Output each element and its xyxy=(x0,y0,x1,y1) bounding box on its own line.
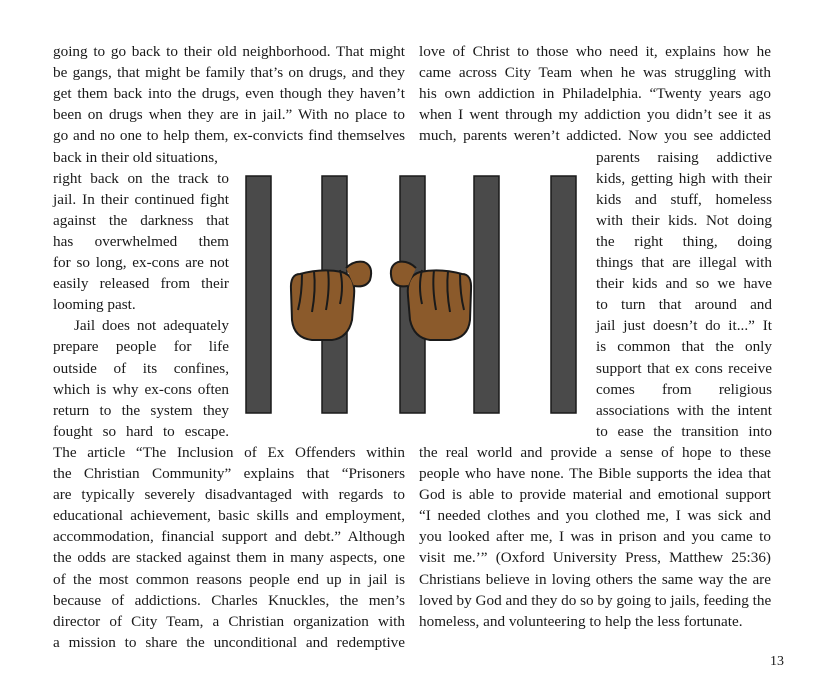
left-column-line: outside of its confines, xyxy=(53,359,229,377)
left-column-line: because of addictions. Charles Knuckles, the men’s xyxy=(53,591,405,609)
left-column-line: right back on the track to xyxy=(53,169,229,187)
left-column-line: fought so hard to escape. xyxy=(53,422,229,440)
left-column-line: the Christian Community” explains that “Prisoners xyxy=(53,465,405,482)
left-column-line: The article “The Inclusion of Ex Offenders within xyxy=(53,443,405,461)
left-column-line: a mission to share the unconditional and redemptive xyxy=(53,633,405,651)
right-column-line: you looked after me, I was in prison and you came to xyxy=(419,528,771,546)
jail-bar xyxy=(551,176,576,413)
left-column-line: easily released from their xyxy=(53,275,229,293)
right-column-line: love of Christ to those who need it, explains how he xyxy=(419,43,771,60)
right-column-line: things that are illegal with xyxy=(596,254,772,271)
left-column-line: jail. In their continued fight xyxy=(53,190,229,208)
right-column-line: kids, getting high with their xyxy=(596,169,772,187)
left-column-line: accommodation, financial support and debt.” Although xyxy=(53,528,405,546)
left-column-line: been on drugs when they are in jail.” With no place to xyxy=(53,106,405,124)
left-column-line: go and no one to help them, ex-convicts find themselves xyxy=(53,127,405,145)
left-column-line: educational achievement, basic skills and employment, xyxy=(53,507,405,525)
left-column-line: the odds are stacked against them in many aspects, one xyxy=(53,549,405,567)
left-column-line: Jail does not adequately xyxy=(74,317,229,335)
right-column-line: their kids and so we have xyxy=(596,275,772,293)
jail-bar xyxy=(246,176,271,413)
right-column-line: associations with the intent xyxy=(596,401,772,419)
right-column-line: kids and stuff, homeless xyxy=(596,190,772,208)
left-column-line: director of City Team, a Christian organization with xyxy=(53,612,405,630)
left-column-line: which is why ex-cons often xyxy=(53,380,229,398)
right-column-line: to ease the transition into xyxy=(596,422,772,440)
right-column-line: to turn that around and xyxy=(596,296,772,314)
right-column-line: the real world and provide a sense of hope to these xyxy=(419,443,771,461)
left-column-line: be gangs, that might be family that’s on drugs, and they xyxy=(53,64,405,82)
left-column-line: for so long, ex-cons are not xyxy=(53,254,229,271)
left-column-line: are typically severely disadvantaged with regards to xyxy=(53,486,405,504)
left-column-line: get them back into the drugs, even though they haven’t xyxy=(53,85,405,103)
jail-bars-illustration xyxy=(240,170,590,416)
left-column-line: going to go back to their old neighborhood. That might xyxy=(53,43,405,60)
right-column-line: people who have none. The Bible supports the idea that xyxy=(419,465,771,482)
right-column-line: loved by God and they do so by going to jails, feeding the xyxy=(419,591,772,609)
right-column-line: came across City Team when he was struggling with xyxy=(419,64,771,82)
right-column-line: the right thing, doing xyxy=(596,232,772,250)
jail-bar xyxy=(474,176,499,413)
right-column-line: parents raising addictive xyxy=(596,148,772,166)
right-column-line: comes from religious xyxy=(596,380,772,398)
left-column-line: prepare people for life xyxy=(53,338,229,356)
right-column-line: “I needed clothes and you clothed me, I was sick and xyxy=(419,507,771,525)
right-column-line: his own addiction in Philadelphia. “Twenty years ago xyxy=(419,85,771,103)
left-column-line: back in their old situations, xyxy=(53,148,218,166)
right-column-line: with their kids. Not doing xyxy=(596,211,772,229)
right-column-line: homeless, and volunteering to help the less fortunate. xyxy=(419,612,743,630)
left-fist-icon xyxy=(291,262,371,340)
left-column-line: looming past. xyxy=(53,296,136,314)
left-column-line: return to the system they xyxy=(53,401,229,419)
right-column-line: much, parents weren’t addicted. Now you see addicted xyxy=(419,127,771,145)
left-column-line: against the darkness that xyxy=(53,211,229,229)
right-column-line: when I went through my addiction you didn’t see it as xyxy=(419,106,771,124)
left-column-line: of the most common reasons people end up in jail is xyxy=(53,570,405,588)
page-number: 13 xyxy=(770,654,784,669)
right-column-line: is common that the only xyxy=(596,338,772,356)
left-column-line: has overwhelmed them xyxy=(53,232,229,250)
right-column-line: visit me.’” (Oxford University Press, Matthew 25:36) xyxy=(419,549,771,567)
right-column-line: jail just doesn’t do it...” It xyxy=(596,317,772,335)
right-column-line: God is able to provide material and emotional support xyxy=(419,486,771,504)
right-column-line: Christians believe in loving others the same way the are xyxy=(419,570,771,588)
right-column-line: support that ex cons receive xyxy=(596,359,772,377)
